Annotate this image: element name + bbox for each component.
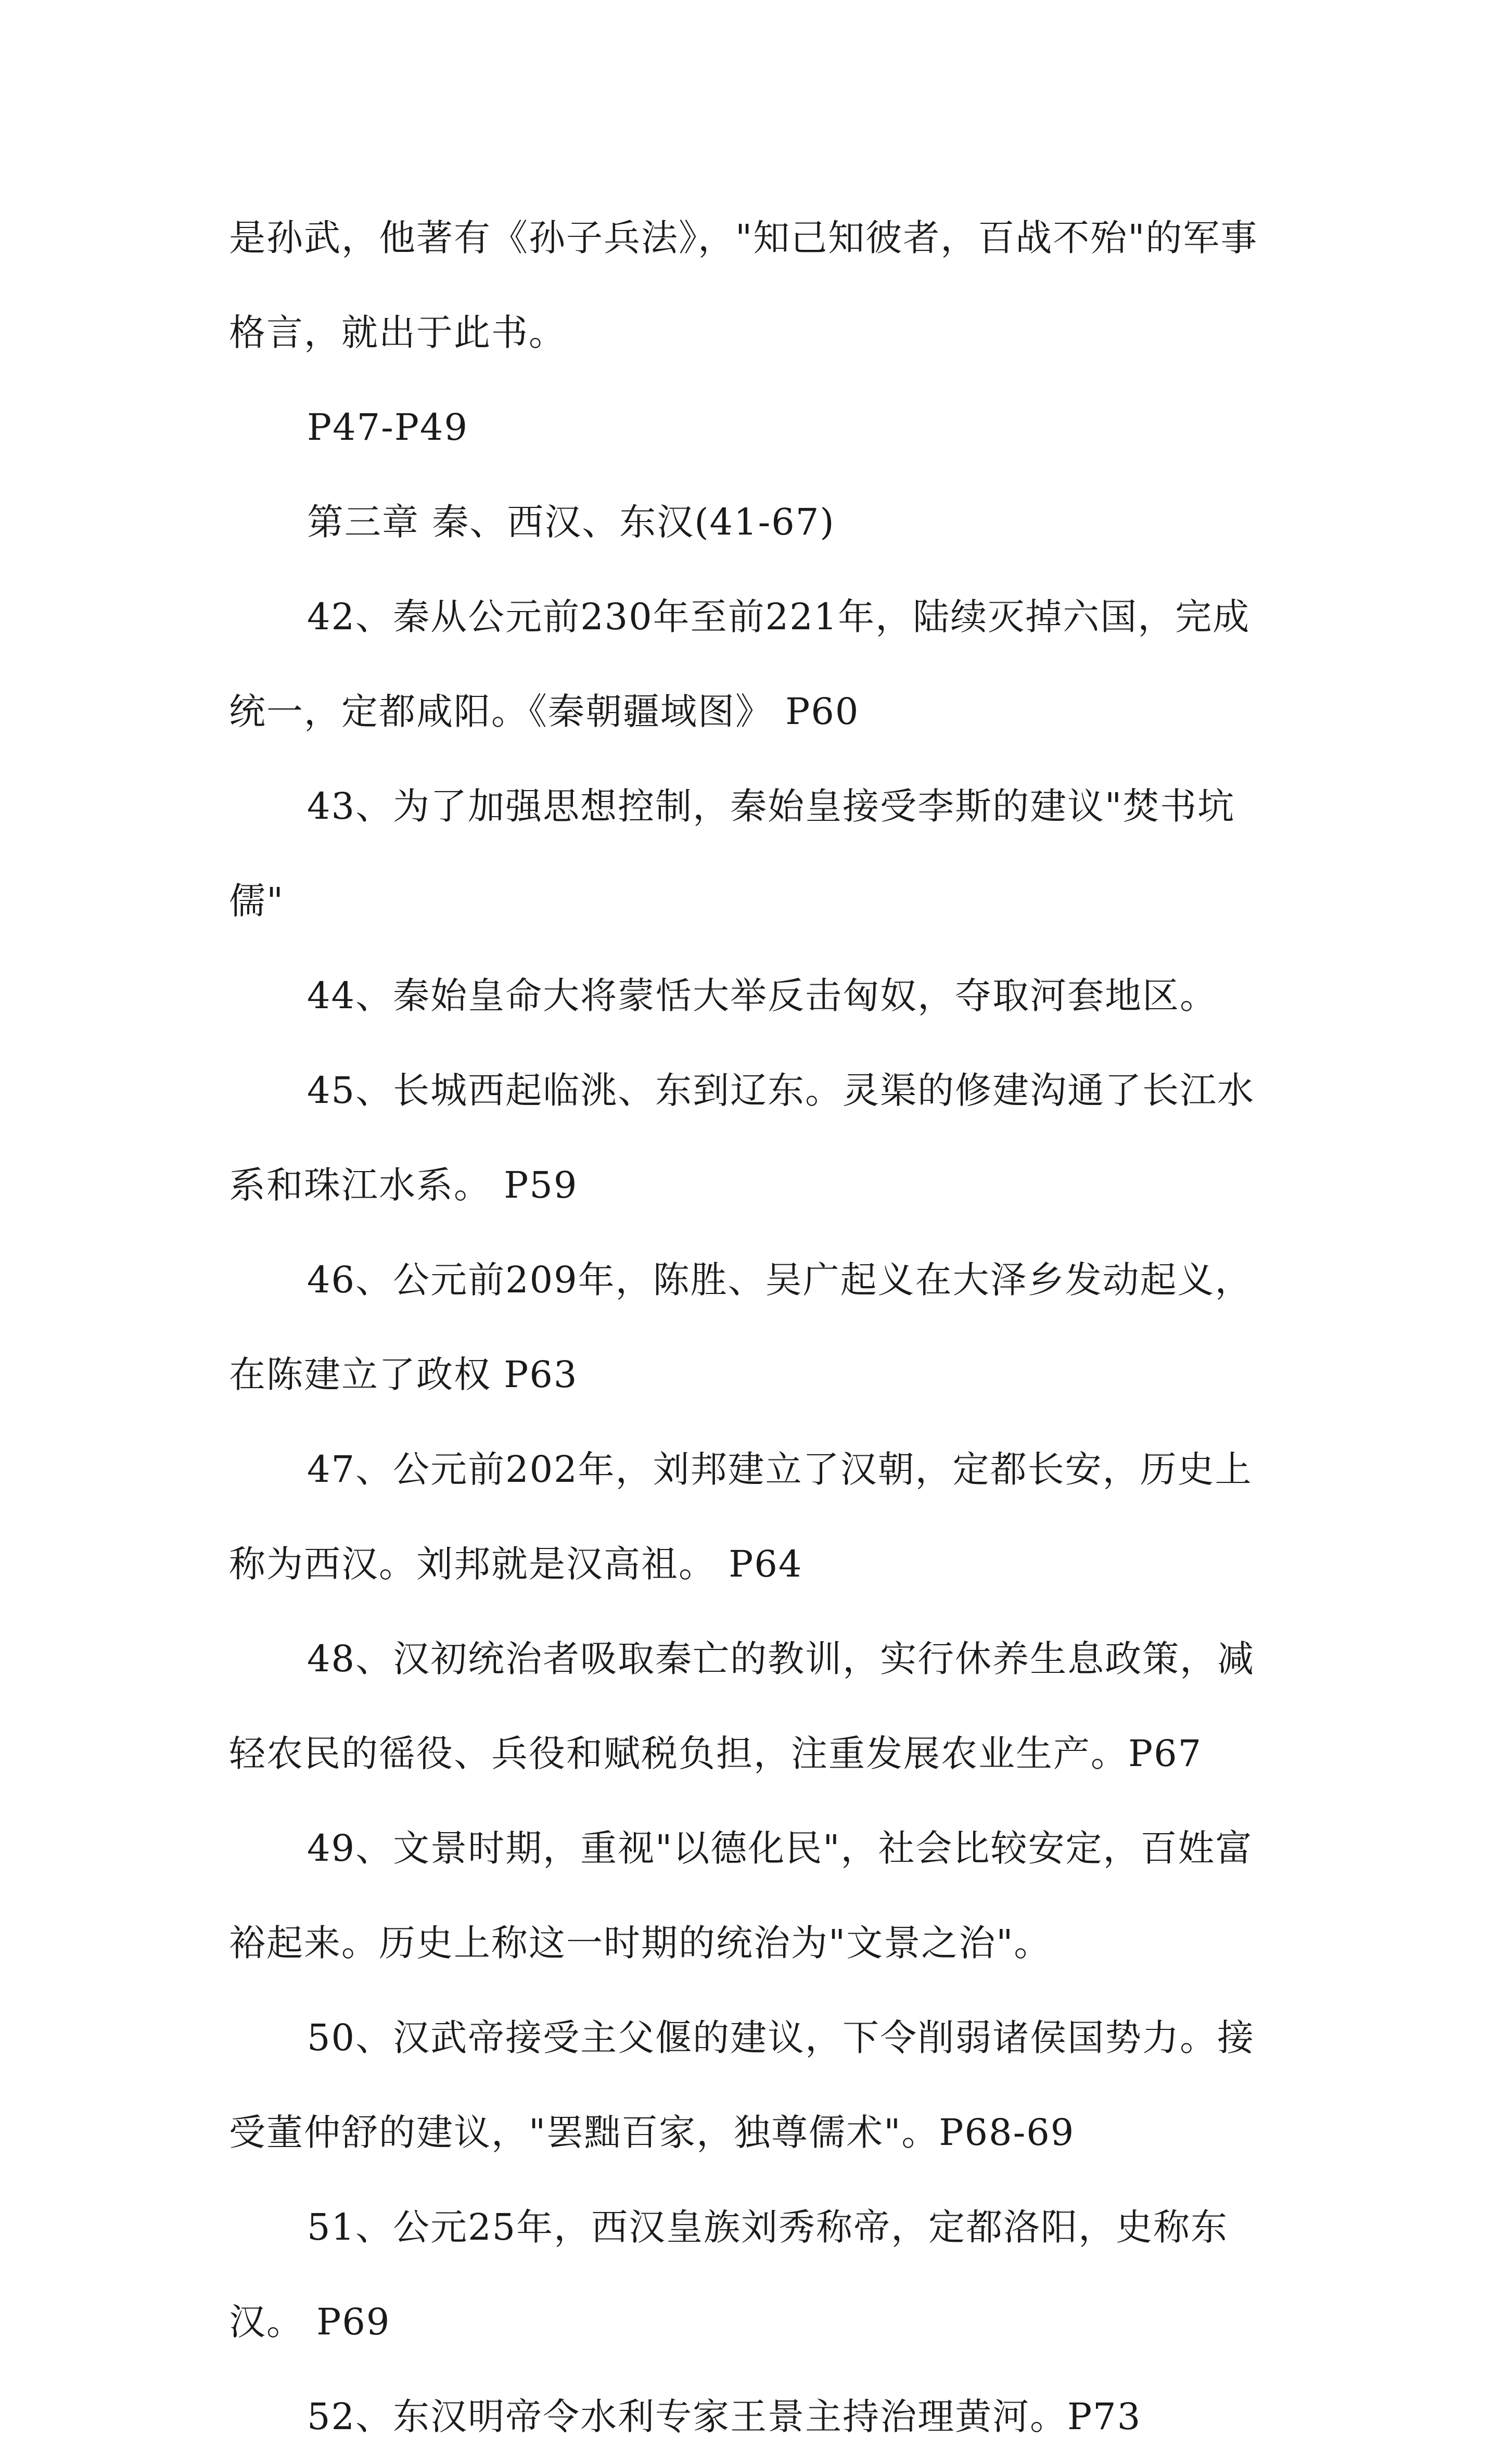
document-body bbox=[229, 190, 1275, 2464]
item-50: 50、汉武帝接受主父偃的建议，下令削弱诸侯国势力。接受董仲舒的建议，"罢黜百家，独尊儒术"。P68-69 bbox=[229, 2016, 1255, 2154]
paragraph-sunwu: 是孙武，他著有《孙子兵法》，"知己知彼者，百战不殆"的军事格言，就出于此书。 bbox=[229, 217, 1258, 354]
item-43: 43、为了加强思想控制，秦始皇接受李斯的建议"焚书坑儒" bbox=[229, 785, 1235, 922]
item-44: 44、秦始皇命大将蒙恬大举反击匈奴，夺取河套地区。 bbox=[307, 974, 1218, 1017]
item-45: 45、长城西起临洮、东到辽东。灵渠的修建沟通了长江水系和珠江水系。 P59 bbox=[229, 1069, 1255, 1206]
chapter-heading: 第三章 秦、西汉、东汉(41-67) bbox=[307, 501, 835, 543]
item-42: 42、秦从公元前230年至前221年，陆续灭掉六国，完成统一，定都咸阳。《秦朝疆域图》 P60 bbox=[229, 595, 1250, 733]
item-46: 46、公元前209年，陈胜、吴广起义在大泽乡发动起义，在陈建立了政权 P63 bbox=[229, 1259, 1253, 1396]
item-51: 51、公元25年，西汉皇族刘秀称帝，定都洛阳，史称东汉。 P69 bbox=[229, 2206, 1229, 2343]
item-48: 48、汉初统治者吸取秦亡的教训，实行休养生息政策，减轻农民的徭役、兵役和赋税负担，注重发展农业生产。P67 bbox=[229, 1637, 1255, 1775]
item-52: 52、东汉明帝令水利专家王景主持治理黄河。P73 bbox=[307, 2395, 1142, 2438]
item-47: 47、公元前202年，刘邦建立了汉朝，定都长安，历史上称为西汉。刘邦就是汉高祖。 P64 bbox=[229, 1448, 1253, 1585]
page-reference: P47-P49 bbox=[307, 406, 468, 449]
item-49: 49、文景时期，重视"以德化民"，社会比较安定，百姓富裕起来。历史上称这一时期的统治为"文景之治"。 bbox=[229, 1827, 1253, 1964]
